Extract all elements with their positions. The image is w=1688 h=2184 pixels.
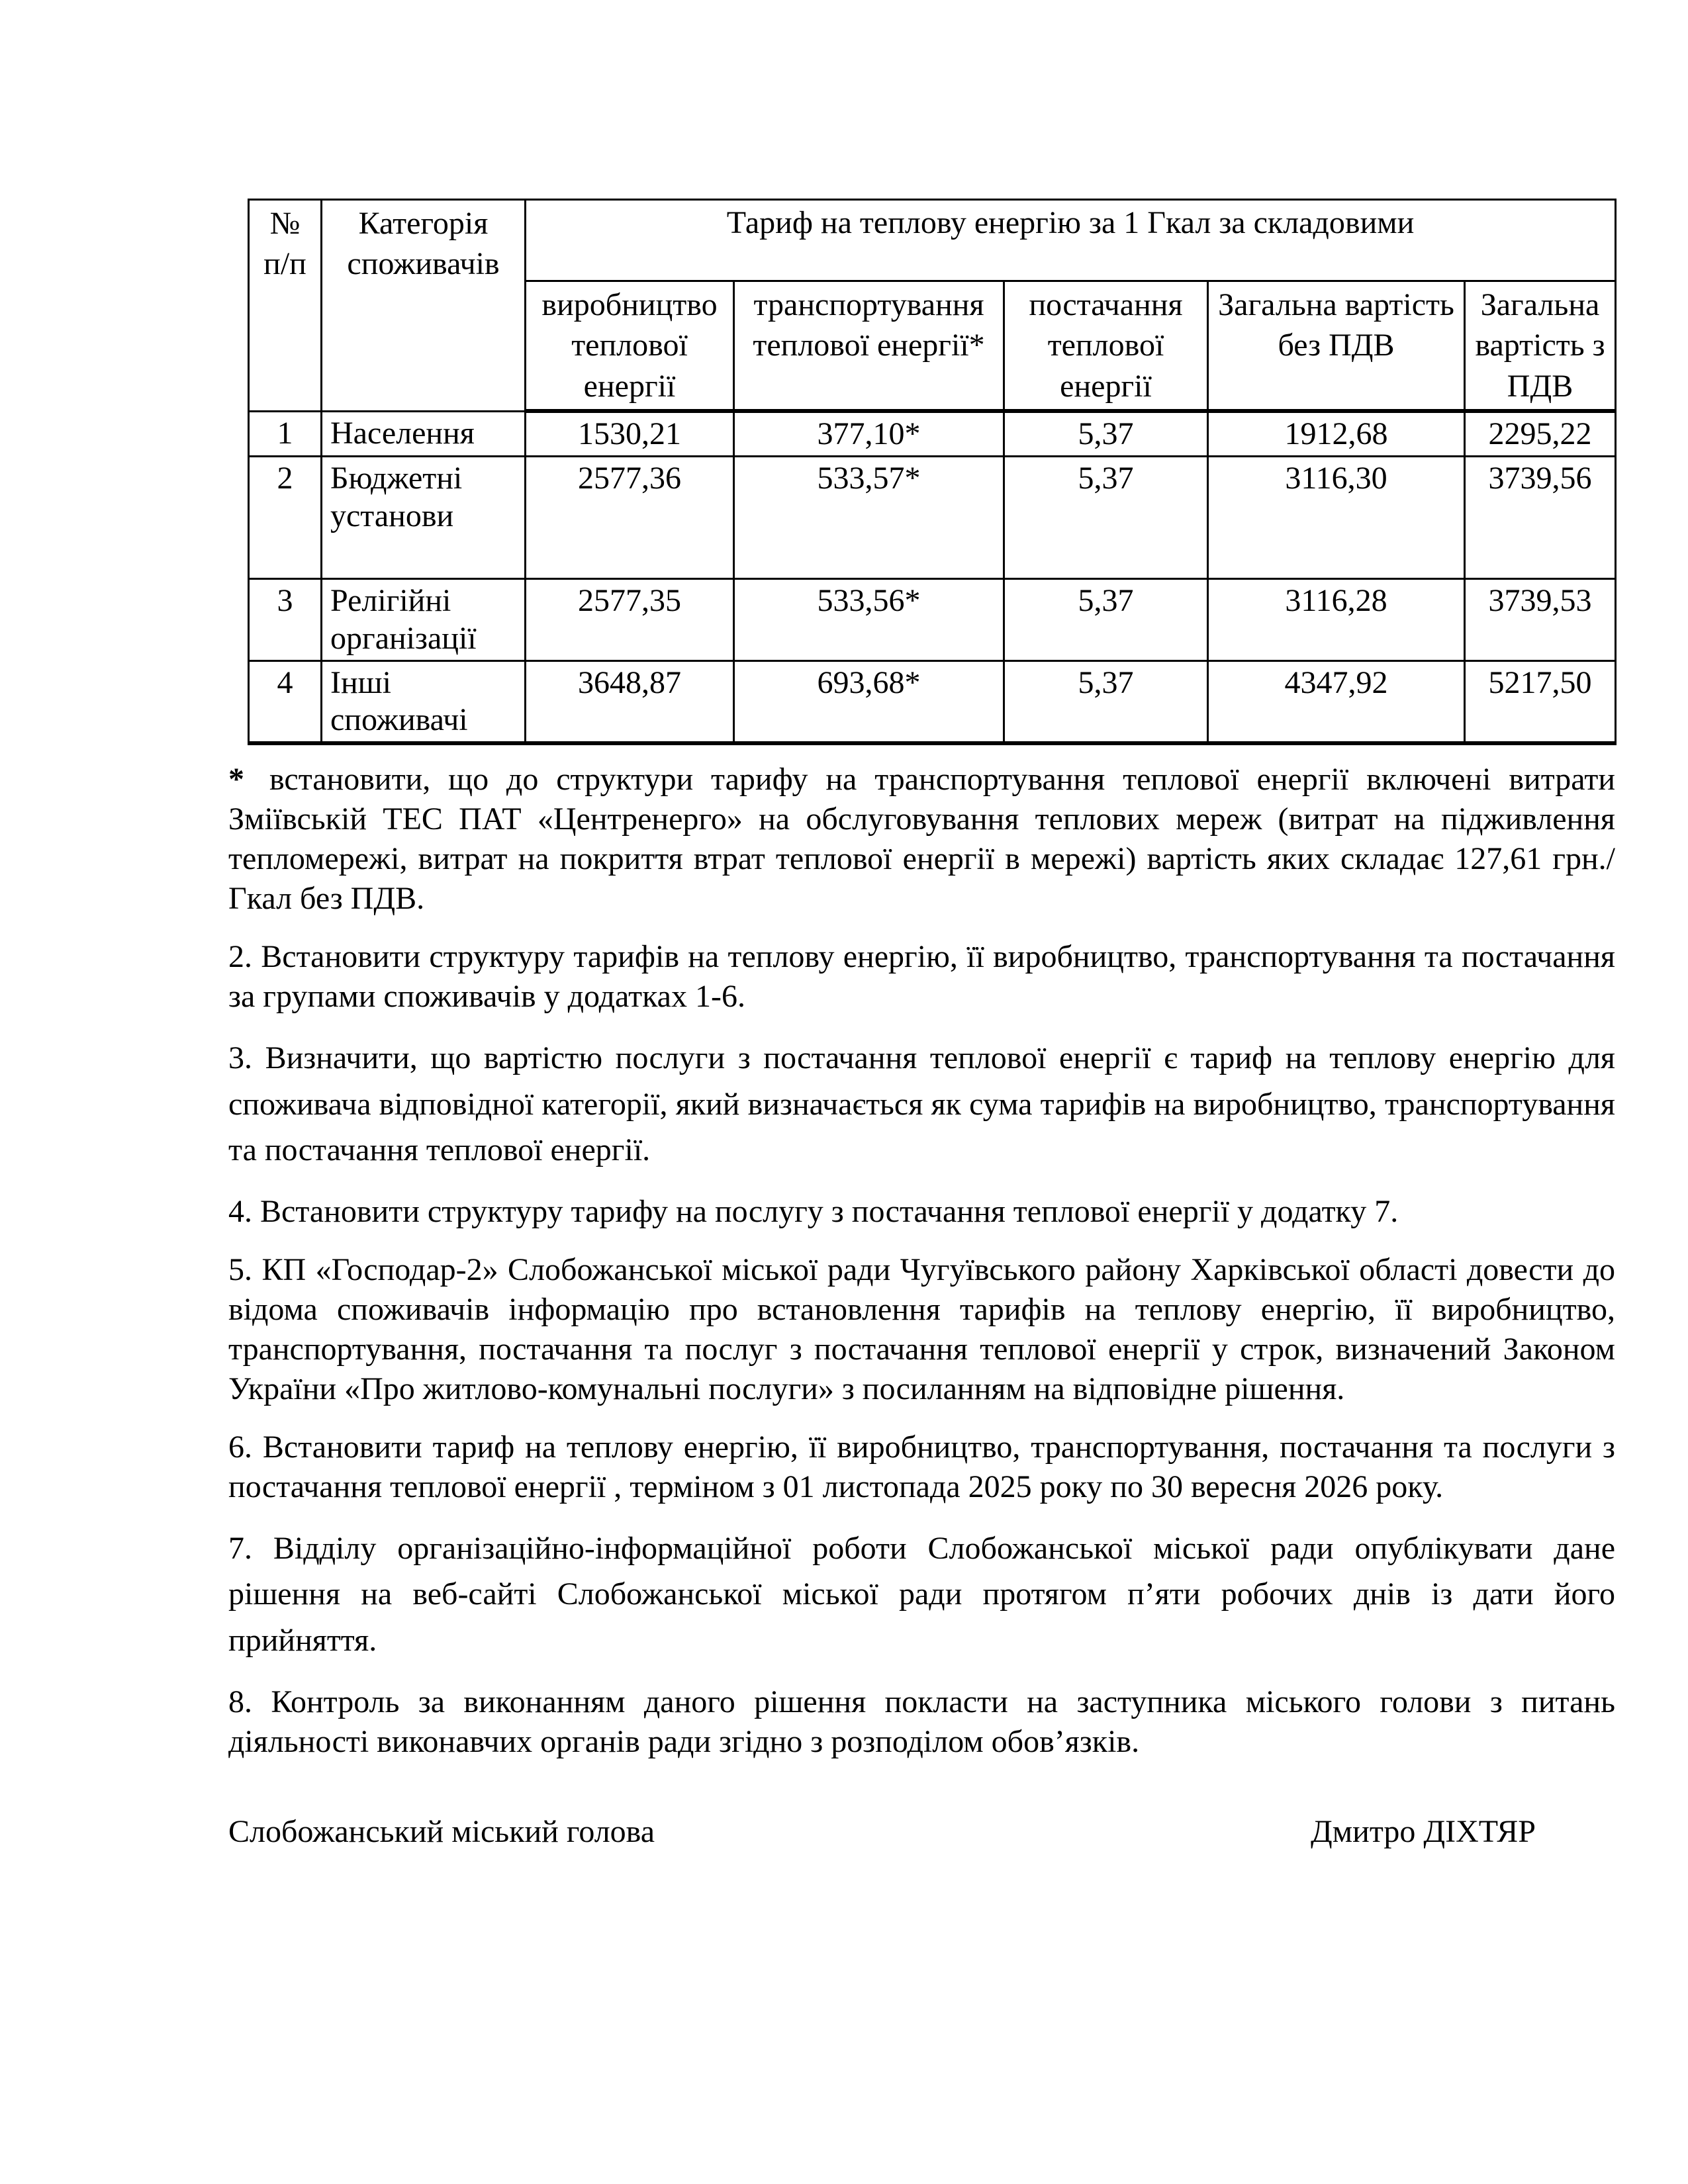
table-header-group-row bbox=[249, 200, 1616, 281]
row-total-vat: 2295,22 bbox=[1465, 411, 1616, 457]
row-total-vat: 5217,50 bbox=[1465, 660, 1616, 743]
row-transport: 533,56* bbox=[734, 579, 1004, 660]
header-production: виробництво теплової енергії bbox=[526, 281, 734, 412]
row-total-vat: 3739,56 bbox=[1465, 457, 1616, 579]
paragraph-3: 3. Визначити, що вартістю послуги з постачання теплової енергії є тариф на теплову енергію для споживача відповідної категорії, який визначається як сума тарифів на виробництво, транспортування та постачання теплової енергії. bbox=[228, 1040, 1615, 1168]
row-category: Бюджетні установи bbox=[322, 457, 526, 579]
row-total-no-vat: 1912,68 bbox=[1208, 411, 1465, 457]
paragraph-8: 8. Контроль за виконанням даного рішення покласти на заступника міського голови з питань діяльності виконавчих органів ради згідно з розподілом обов’язків. bbox=[228, 1684, 1615, 1759]
header-supply: постачання теплової енергії bbox=[1004, 281, 1208, 412]
header-tariff-group: Тариф на теплову енергію за 1 Гкал за складовими bbox=[526, 200, 1616, 281]
row-total-no-vat: 3116,28 bbox=[1208, 579, 1465, 660]
row-supply: 5,37 bbox=[1004, 457, 1208, 579]
table-row bbox=[249, 660, 1616, 743]
row-production: 3648,87 bbox=[526, 660, 734, 743]
signature-row bbox=[228, 1813, 1615, 1850]
row-supply: 5,37 bbox=[1004, 579, 1208, 660]
paragraph-6: 6. Встановити тариф на теплову енергію, її виробництво, транспортування, постачання та послуги з постачання теплової енергії , терміном з 01 листопада 2025 року по 30 вересня 2026 року. bbox=[228, 1429, 1615, 1504]
row-transport: 693,68* bbox=[734, 660, 1004, 743]
row-production: 2577,36 bbox=[526, 457, 734, 579]
row-category: Інші споживачі bbox=[322, 660, 526, 743]
row-no: 2 bbox=[249, 457, 322, 579]
row-transport: 377,10* bbox=[734, 411, 1004, 457]
table-row bbox=[249, 579, 1616, 660]
row-category: Релігійні організації bbox=[322, 579, 526, 660]
paragraph-4: 4. Встановити структуру тарифу на послугу з постачання теплової енергії у додатку 7. bbox=[228, 1193, 1399, 1229]
paragraph-5: 5. КП «Господар-2» Слобожанської міської ради Чугуївського району Харківської області довести до відома споживачів інформацію про встановлення тарифів на теплову енергію, її виробництво, транспортування, постачання та послуг з постачання теплової енергії у строк, визначений Законом України «Про житлово-комунальні послуги» з посиланням на відповідне рішення. bbox=[228, 1251, 1615, 1406]
table-row bbox=[249, 411, 1616, 457]
header-transport: транспортування теплової енергії* bbox=[734, 281, 1004, 412]
header-category: Категорія споживачів bbox=[322, 200, 526, 412]
header-total-no-vat: Загальна вартість без ПДВ bbox=[1208, 281, 1465, 412]
row-category: Населення bbox=[322, 411, 526, 457]
footnote-marker: * bbox=[228, 762, 244, 797]
signature-title: Слобожанський міський голова bbox=[228, 1813, 655, 1849]
footnote bbox=[228, 760, 1615, 919]
signature-name: Дмитро ДІХТЯР bbox=[1311, 1813, 1536, 1849]
row-no: 3 bbox=[249, 579, 322, 660]
row-total-vat: 3739,53 bbox=[1465, 579, 1616, 660]
row-production: 2577,35 bbox=[526, 579, 734, 660]
header-total-vat: Загальна вартість з ПДВ bbox=[1465, 281, 1616, 412]
row-no: 4 bbox=[249, 660, 322, 743]
row-no: 1 bbox=[249, 411, 322, 457]
paragraph-2: 2. Встановити структуру тарифів на теплову енергію, її виробництво, транспортування та постачання за групами споживачів у додатках 1-6. bbox=[228, 939, 1615, 1015]
footnote-text: встановити, що до структури тарифу на транспортування теплової енергії включені витрати Зміївській ТЕС ПАТ «Центренерго» на обслуговування теплових мереж (витрат на підживлення тепломережі, витрат на покриття втрат теплової енергії в мережі) вартість яких складає 127,61 грн./Гкал без ПДВ. bbox=[228, 762, 1615, 917]
row-supply: 5,37 bbox=[1004, 660, 1208, 743]
row-supply: 5,37 bbox=[1004, 411, 1208, 457]
tariff-table bbox=[248, 199, 1617, 745]
row-transport: 533,57* bbox=[734, 457, 1004, 579]
table-row bbox=[249, 457, 1616, 579]
paragraph-7: 7. Відділу організаційно-інформаційної роботи Слобожанської міської ради опублікувати дане рішення на веб-сайті Слобожанської міської ради протягом п’яти робочих днів із дати його прийняття. bbox=[228, 1530, 1615, 1659]
document-body bbox=[228, 760, 1615, 1850]
header-no: № п/п bbox=[249, 200, 322, 412]
row-production: 1530,21 bbox=[526, 411, 734, 457]
row-total-no-vat: 3116,30 bbox=[1208, 457, 1465, 579]
row-total-no-vat: 4347,92 bbox=[1208, 660, 1465, 743]
